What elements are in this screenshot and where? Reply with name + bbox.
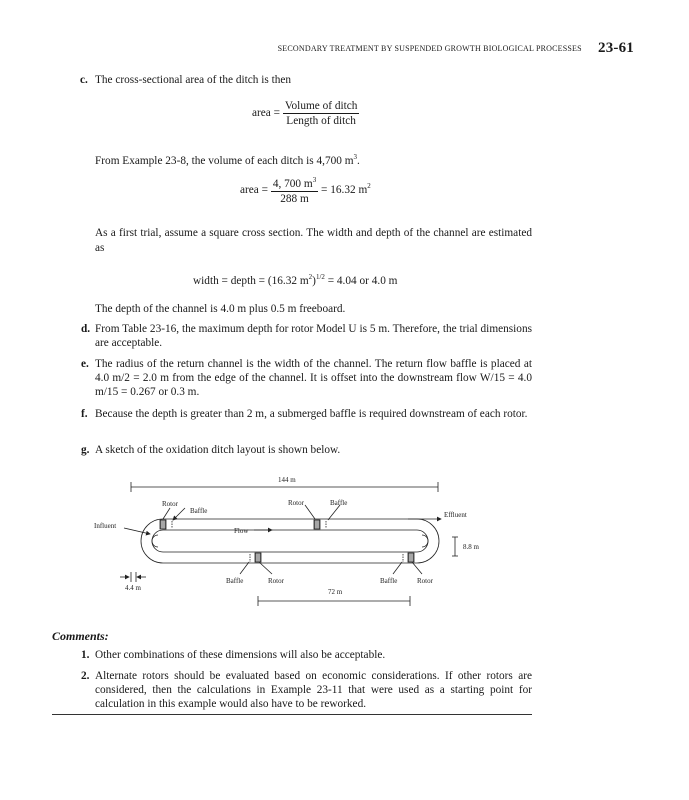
eq2-rhs-sup: 2 — [367, 182, 371, 191]
label-baffle-br: Baffle — [380, 577, 398, 585]
dim-spacing-label: 8.8 m — [463, 543, 479, 551]
rotor-top-mid — [314, 520, 320, 529]
leader-rotor-br — [412, 562, 422, 574]
page-number: 23-61 — [598, 40, 634, 56]
depth-statement: The depth of the channel is 4.0 m plus 0.5 m freeboard. — [95, 303, 346, 315]
eq3-part-a: width = depth = (16.32 m — [193, 274, 309, 287]
volume-text-end: . — [357, 154, 360, 167]
step-c-intro-text: The cross-sectional area of the ditch is then — [95, 74, 292, 86]
comment-2-label: 2. — [81, 670, 90, 682]
rotor-bottom-left — [255, 553, 261, 562]
eq2-numerator-text: 4, 700 m — [272, 177, 313, 190]
label-baffle-tm: Baffle — [330, 499, 348, 507]
trial-statement: As a first trial, assume a square cross section. The width and depth of the channel are estimated as — [95, 227, 532, 254]
eq3-part-b: ) — [312, 274, 316, 287]
label-rotor-tl: Rotor — [162, 500, 178, 508]
eq1-lhs: area = — [252, 107, 280, 120]
comment-1-text: Other combinations of these dimensions will also be acceptable. — [95, 649, 386, 661]
step-e-label: e. — [81, 358, 89, 370]
eq2-lhs: area = — [240, 183, 268, 196]
label-rotor-br: Rotor — [417, 577, 433, 585]
rotor-bottom-right — [408, 553, 414, 562]
end-of-example-rule — [52, 714, 532, 715]
label-effluent: Effluent — [444, 511, 467, 519]
ditch-island — [152, 530, 428, 552]
step-e-text: The radius of the return channel is the width of the channel. The return flow baffle is placed at 4.0 m/2 = 2.0 m from the edge of the channel. It is offset into the downstream flow W/15 = 4.0 m/15 = 0.267 or 0.3 m. — [95, 358, 532, 398]
eq3-part-c: = 4.04 or 4.0 m — [324, 274, 398, 287]
label-baffle-tl: Baffle — [190, 507, 208, 515]
comment-1 — [81, 648, 532, 662]
ditch-outer-wall — [141, 519, 439, 563]
step-f-text: Because the depth is greater than 2 m, a submerged baffle is required downstream of each rotor. — [95, 408, 528, 420]
dim-half-label: 72 m — [328, 588, 343, 596]
dim-total-label: 144 m — [278, 476, 296, 484]
leader-baffle-bl — [240, 562, 249, 574]
running-title: SECONDARY TREATMENT BY SUSPENDED GROWTH BIOLOGICAL PROCESSES — [277, 44, 582, 53]
label-baffle-bl: Baffle — [226, 577, 244, 585]
step-f-label: f. — [81, 408, 88, 420]
volume-text: From Example 23-8, the volume of each ditch is 4,700 m — [95, 154, 354, 167]
comments-heading: Comments: — [52, 629, 109, 643]
step-c-label: c. — [80, 74, 88, 86]
eq1-denominator: Length of ditch — [286, 115, 356, 127]
rotor-top-left — [160, 520, 166, 529]
step-d-text: From Table 23-16, the maximum depth for rotor Model U is 5 m. Therefore, the trial dimensions are acceptable. — [95, 323, 532, 349]
comment-1-label: 1. — [81, 649, 90, 661]
eq2-rhs: = 16.32 m — [321, 183, 368, 196]
step-d-label: d. — [81, 323, 91, 335]
leader-rotor-tm — [305, 505, 315, 519]
dim-width-label: 4.4 m — [125, 584, 141, 592]
leader-baffle-br — [393, 562, 402, 574]
eq2-denominator: 288 m — [280, 192, 309, 205]
eq3-sup-a: 2 — [308, 273, 313, 281]
label-rotor-bl: Rotor — [268, 577, 284, 585]
leader-baffle-tm — [328, 505, 340, 520]
eq2-numerator-sup: 3 — [312, 176, 317, 184]
leader-rotor-tl — [163, 508, 170, 519]
step-g-text: A sketch of the oxidation ditch layout is shown below. — [95, 444, 341, 456]
label-rotor-tm: Rotor — [288, 499, 304, 507]
label-flow: Flow — [234, 527, 249, 535]
comment-2 — [81, 669, 532, 711]
leader-rotor-bl — [259, 562, 272, 574]
eq3-sup-b: 1/2 — [315, 273, 325, 281]
step-g-label: g. — [81, 444, 90, 456]
leader-baffle-tl — [173, 508, 185, 520]
comment-2-text: Alternate rotors should be evaluated based on economic considerations. If other rotors are considered, then the calculations in Example 23-11 that were used as a starting point for calculation in this example would also have to be reworked. — [95, 670, 532, 710]
influent-arrow — [124, 528, 150, 534]
label-influent: Influent — [94, 522, 117, 530]
eq1-numerator: Volume of ditch — [284, 100, 358, 112]
volume-sup: 3 — [353, 153, 358, 161]
